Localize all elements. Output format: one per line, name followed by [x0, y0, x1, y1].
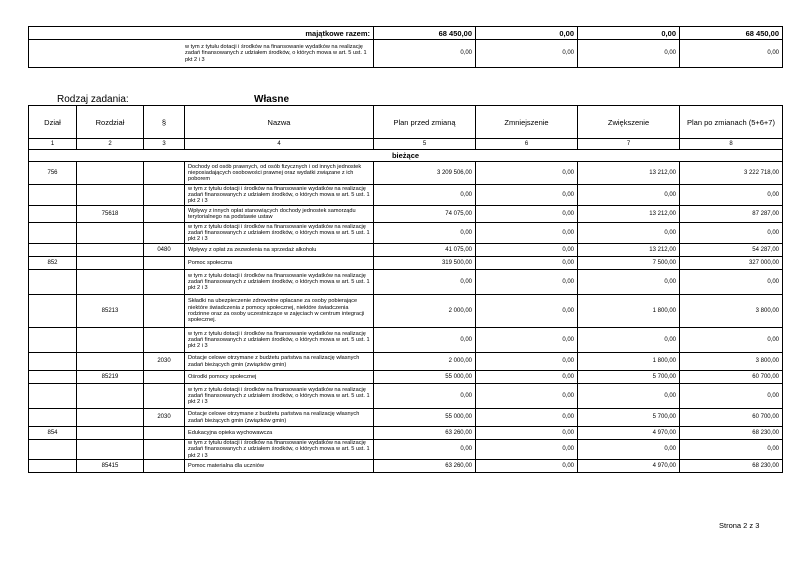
cell-increase: 7 500,00: [578, 257, 680, 270]
cell-nazwa: w tym z tytułu dotacji i środków na finansowanie wydatków na realizację zadań finansowanych z udziałem środków, o których mowa w art. 5 ust. 1 pkt 2 i 3: [185, 328, 374, 353]
cell-plan-before: 3 209 506,00: [374, 162, 476, 185]
cell-dzial: [29, 295, 77, 328]
table-row: [29, 223, 783, 244]
cell-decrease: 0,00: [476, 162, 578, 185]
cell-plan-after: 0,00: [680, 384, 783, 409]
header-paragraf: §: [144, 106, 185, 139]
cell-rozdzial: [77, 328, 144, 353]
cell-paragraf: [144, 427, 185, 440]
cell-dzial: 756: [29, 162, 77, 185]
cell-dzial: [29, 223, 77, 244]
table-row: [29, 206, 783, 223]
summary-subsidy-label: w tym z tytułu dotacji i środków na finansowanie wydatków na realizację zadań finansowanych z udziałem środków, o których mowa w art. 5 ust. 1 pkt 2 i 3: [29, 40, 374, 68]
summary-total-decrease: 0,00: [476, 27, 578, 40]
summary-row-total: [29, 27, 783, 40]
cell-plan-before: 41 075,00: [374, 244, 476, 257]
table-row: [29, 328, 783, 353]
header-dzial: Dział: [29, 106, 77, 139]
header-decrease: Zmniejszenie: [476, 106, 578, 139]
cell-increase: 13 212,00: [578, 206, 680, 223]
cell-decrease: 0,00: [476, 384, 578, 409]
cell-plan-after: 54 287,00: [680, 244, 783, 257]
cell-dzial: [29, 384, 77, 409]
cell-dzial: [29, 270, 77, 295]
cell-paragraf: [144, 460, 185, 473]
table-row: [29, 257, 783, 270]
cell-nazwa: Wpływy z opłat za zezwolenia na sprzedaż alkoholu: [185, 244, 374, 257]
table-header-row: [29, 106, 783, 139]
cell-dzial: [29, 353, 77, 371]
cell-decrease: 0,00: [476, 371, 578, 384]
colnum-4: 4: [185, 139, 374, 150]
cell-plan-after: 0,00: [680, 328, 783, 353]
cell-decrease: 0,00: [476, 185, 578, 206]
cell-rozdzial: [77, 270, 144, 295]
cell-increase: 0,00: [578, 328, 680, 353]
cell-dzial: [29, 371, 77, 384]
cell-decrease: 0,00: [476, 328, 578, 353]
cell-plan-after: 87 287,00: [680, 206, 783, 223]
colnum-6: 6: [476, 139, 578, 150]
colnum-3: 3: [144, 139, 185, 150]
cell-nazwa: w tym z tytułu dotacji i środków na finansowanie wydatków na realizację zadań finansowanych z udziałem środków, o których mowa w art. 5 ust. 1 pkt 2 i 3: [185, 270, 374, 295]
cell-dzial: [29, 185, 77, 206]
cell-increase: 13 212,00: [578, 162, 680, 185]
cell-paragraf: 0480: [144, 244, 185, 257]
cell-plan-before: 63 260,00: [374, 427, 476, 440]
cell-decrease: 0,00: [476, 244, 578, 257]
cell-rozdzial: [77, 353, 144, 371]
cell-plan-before: 2 000,00: [374, 295, 476, 328]
cell-plan-after: 60 700,00: [680, 409, 783, 427]
header-increase: Zwiększenie: [578, 106, 680, 139]
colnum-8: 8: [680, 139, 783, 150]
cell-decrease: 0,00: [476, 270, 578, 295]
cell-plan-before: 55 000,00: [374, 371, 476, 384]
table-row: [29, 162, 783, 185]
cell-nazwa: w tym z tytułu dotacji i środków na finansowanie wydatków na realizację zadań finansowanych z udziałem środków, o których mowa w art. 5 ust. 1 pkt 2 i 3: [185, 223, 374, 244]
cell-plan-before: 2 000,00: [374, 353, 476, 371]
summary-row-subsidy: [29, 40, 783, 68]
task-type-value: Własne: [254, 94, 290, 105]
cell-paragraf: [144, 185, 185, 206]
cell-decrease: 0,00: [476, 440, 578, 460]
summary-table: [28, 26, 783, 68]
cell-paragraf: [144, 371, 185, 384]
cell-plan-after: 3 222 718,00: [680, 162, 783, 185]
cell-paragraf: [144, 162, 185, 185]
table-row: [29, 270, 783, 295]
cell-decrease: 0,00: [476, 295, 578, 328]
cell-increase: 5 700,00: [578, 371, 680, 384]
summary-subsidy-after: 0,00: [680, 40, 783, 68]
cell-plan-before: 0,00: [374, 223, 476, 244]
cell-rozdzial: 85219: [77, 371, 144, 384]
cell-nazwa: Dotacje celowe otrzymane z budżetu państwa na realizację własnych zadań bieżących gmin (związków gmin): [185, 353, 374, 371]
cell-paragraf: [144, 223, 185, 244]
cell-plan-before: 0,00: [374, 185, 476, 206]
cell-increase: 0,00: [578, 270, 680, 295]
cell-plan-after: 0,00: [680, 270, 783, 295]
table-row: [29, 353, 783, 371]
cell-paragraf: [144, 257, 185, 270]
summary-total-after: 68 450,00: [680, 27, 783, 40]
cell-paragraf: [144, 270, 185, 295]
cell-increase: 5 700,00: [578, 409, 680, 427]
summary-subsidy-decrease: 0,00: [476, 40, 578, 68]
cell-paragraf: [144, 384, 185, 409]
cell-decrease: 0,00: [476, 460, 578, 473]
summary-subsidy-plan: 0,00: [374, 40, 476, 68]
cell-rozdzial: [77, 223, 144, 244]
column-number-row: [29, 139, 783, 150]
summary-total-plan: 68 450,00: [374, 27, 476, 40]
cell-rozdzial: [77, 185, 144, 206]
colnum-7: 7: [578, 139, 680, 150]
cell-plan-before: 0,00: [374, 270, 476, 295]
cell-decrease: 0,00: [476, 257, 578, 270]
table-row: [29, 440, 783, 460]
cell-plan-after: 3 800,00: [680, 295, 783, 328]
cell-plan-before: 74 075,00: [374, 206, 476, 223]
cell-plan-after: 0,00: [680, 440, 783, 460]
group-row: [29, 150, 783, 162]
summary-subsidy-increase: 0,00: [578, 40, 680, 68]
cell-paragraf: [144, 328, 185, 353]
cell-rozdzial: 85415: [77, 460, 144, 473]
task-type-label: Rodzaj zadania:: [57, 94, 129, 105]
table-row: [29, 384, 783, 409]
cell-decrease: 0,00: [476, 353, 578, 371]
cell-dzial: 854: [29, 427, 77, 440]
cell-plan-after: 327 000,00: [680, 257, 783, 270]
cell-nazwa: Dotacje celowe otrzymane z budżetu państwa na realizację własnych zadań bieżących gmin (związków gmin): [185, 409, 374, 427]
cell-nazwa: Pomoc społeczna: [185, 257, 374, 270]
cell-increase: 4 970,00: [578, 427, 680, 440]
cell-nazwa: Ośrodki pomocy społecznej: [185, 371, 374, 384]
header-plan-before: Plan przed zmianą: [374, 106, 476, 139]
cell-dzial: [29, 440, 77, 460]
cell-decrease: 0,00: [476, 427, 578, 440]
cell-plan-after: 0,00: [680, 185, 783, 206]
table-row: [29, 295, 783, 328]
table-row: [29, 427, 783, 440]
cell-increase: 4 970,00: [578, 460, 680, 473]
cell-plan-after: 0,00: [680, 223, 783, 244]
cell-increase: 0,00: [578, 223, 680, 244]
colnum-2: 2: [77, 139, 144, 150]
cell-plan-before: 319 500,00: [374, 257, 476, 270]
budget-table: [28, 105, 783, 473]
cell-dzial: [29, 460, 77, 473]
summary-total-label: majątkowe razem:: [29, 27, 374, 40]
cell-increase: 0,00: [578, 384, 680, 409]
cell-decrease: 0,00: [476, 409, 578, 427]
cell-nazwa: Dochody od osób prawnych, od osób fizycznych i od innych jednostek nieposiadających osobowości prawnej oraz wydatki związane z ich poborem: [185, 162, 374, 185]
colnum-1: 1: [29, 139, 77, 150]
cell-dzial: [29, 328, 77, 353]
cell-paragraf: [144, 295, 185, 328]
cell-increase: 1 800,00: [578, 295, 680, 328]
cell-dzial: [29, 244, 77, 257]
cell-decrease: 0,00: [476, 206, 578, 223]
header-rozdzial: Rozdział: [77, 106, 144, 139]
cell-rozdzial: [77, 427, 144, 440]
table-row: [29, 460, 783, 473]
cell-increase: 0,00: [578, 440, 680, 460]
cell-paragraf: 2030: [144, 353, 185, 371]
cell-nazwa: w tym z tytułu dotacji i środków na finansowanie wydatków na realizację zadań finansowanych z udziałem środków, o których mowa w art. 5 ust. 1 pkt 2 i 3: [185, 440, 374, 460]
table-row: [29, 185, 783, 206]
cell-rozdzial: [77, 409, 144, 427]
cell-plan-after: 3 800,00: [680, 353, 783, 371]
cell-rozdzial: [77, 257, 144, 270]
cell-dzial: [29, 409, 77, 427]
cell-nazwa: w tym z tytułu dotacji i środków na finansowanie wydatków na realizację zadań finansowanych z udziałem środków, o których mowa w art. 5 ust. 1 pkt 2 i 3: [185, 185, 374, 206]
cell-nazwa: Pomoc materialna dla uczniów: [185, 460, 374, 473]
cell-increase: 0,00: [578, 185, 680, 206]
cell-plan-after: 68 230,00: [680, 460, 783, 473]
cell-plan-before: 0,00: [374, 384, 476, 409]
cell-plan-after: 68 230,00: [680, 427, 783, 440]
colnum-5: 5: [374, 139, 476, 150]
header-plan-after: Plan po zmianach (5+6+7): [680, 106, 783, 139]
cell-plan-before: 0,00: [374, 328, 476, 353]
cell-paragraf: [144, 440, 185, 460]
cell-nazwa: w tym z tytułu dotacji i środków na finansowanie wydatków na realizację zadań finansowanych z udziałem środków, o których mowa w art. 5 ust. 1 pkt 2 i 3: [185, 384, 374, 409]
cell-decrease: 0,00: [476, 223, 578, 244]
summary-total-increase: 0,00: [578, 27, 680, 40]
cell-rozdzial: 75618: [77, 206, 144, 223]
cell-plan-before: 55 000,00: [374, 409, 476, 427]
cell-rozdzial: 85213: [77, 295, 144, 328]
cell-increase: 1 800,00: [578, 353, 680, 371]
header-nazwa: Nazwa: [185, 106, 374, 139]
cell-plan-before: 0,00: [374, 440, 476, 460]
table-row: [29, 244, 783, 257]
cell-rozdzial: [77, 244, 144, 257]
table-row: [29, 409, 783, 427]
cell-rozdzial: [77, 440, 144, 460]
cell-plan-after: 60 700,00: [680, 371, 783, 384]
cell-increase: 13 212,00: [578, 244, 680, 257]
cell-plan-before: 63 260,00: [374, 460, 476, 473]
cell-nazwa: Składki na ubezpieczenie zdrowotne opłacane za osoby pobierające niektóre świadczenia z pomocy społecznej, niektóre świadczenia rodzinne oraz za osoby uczestniczące w zajęciach w centrum integracji społecznej.: [185, 295, 374, 328]
group-label: bieżące: [29, 150, 783, 162]
cell-nazwa: Wpływy z innych opłat stanowiących dochody jednostek samorządu terytorialnego na podstawie ustaw: [185, 206, 374, 223]
cell-paragraf: [144, 206, 185, 223]
table-row: [29, 371, 783, 384]
page-number: Strona 2 z 3: [719, 521, 760, 530]
cell-nazwa: Edukacyjna opieka wychowawcza: [185, 427, 374, 440]
cell-paragraf: 2030: [144, 409, 185, 427]
cell-dzial: [29, 206, 77, 223]
cell-dzial: 852: [29, 257, 77, 270]
cell-rozdzial: [77, 162, 144, 185]
cell-rozdzial: [77, 384, 144, 409]
